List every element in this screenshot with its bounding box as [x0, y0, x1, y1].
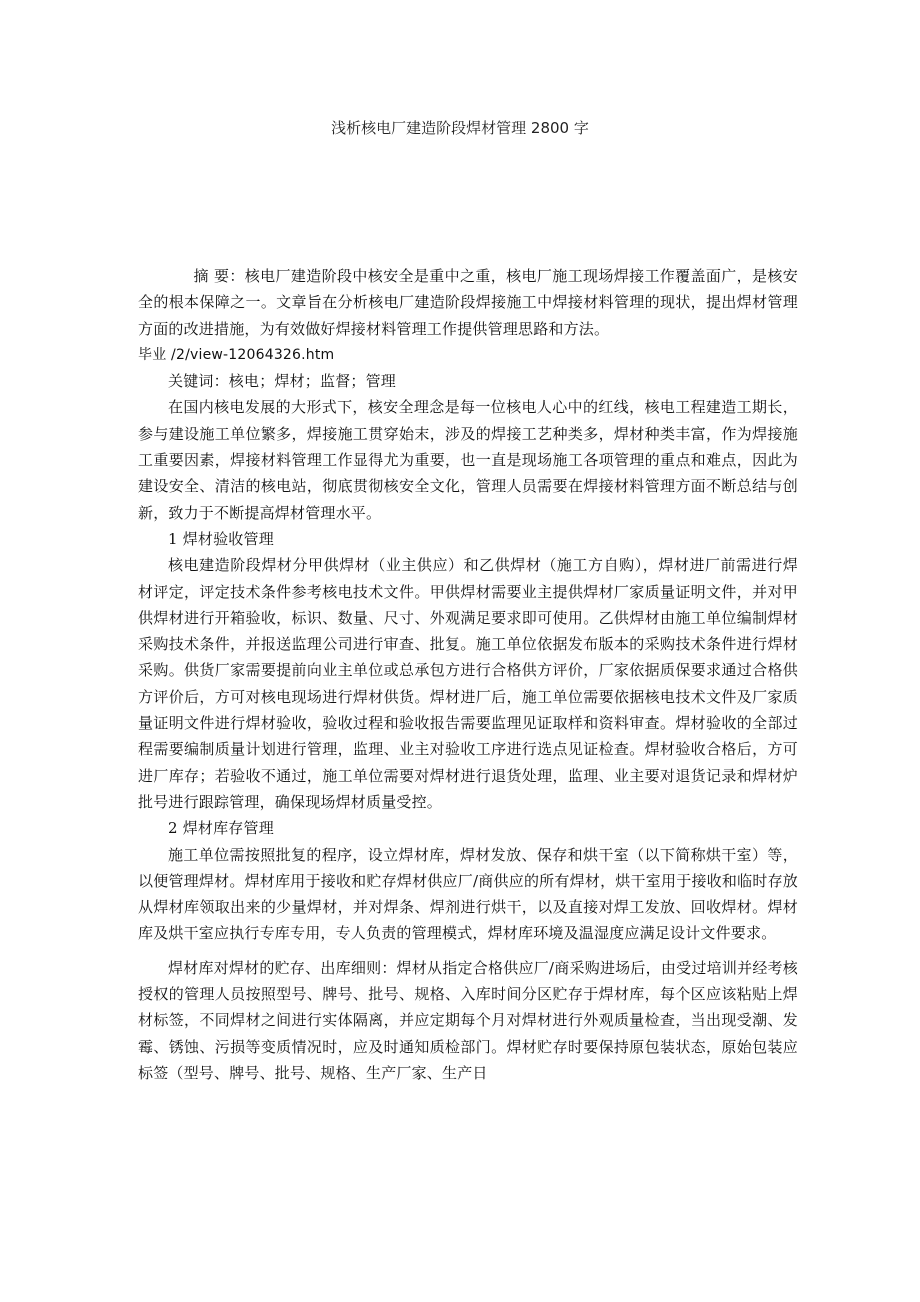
url-line: 毕业 /2/view-12064326.htm	[138, 346, 335, 363]
document-body	[138, 263, 798, 1086]
section2-paragraph-1: 施工单位需按照批复的程序，设立焊材库，焊材发放、保存和烘干室（以下简称烘干室）等，以便管理焊材。焊材库用于接收和贮存焊材供应厂/商供应的所有焊材，烘干室用于接收和临时存放从焊材库领取出来的少量焊材，并对焊条、焊剂进行烘干，以及直接对焊工发放、回收焊材。焊材库及烘干室应执行专库专用，专人负责的管理模式，焊材库环境及温湿度应满足设计文件要求。	[138, 845, 798, 943]
section1-heading: 1 焊材验收管理	[168, 529, 274, 548]
section2-heading: 2 焊材库存管理	[168, 819, 274, 838]
abstract-paragraph: 摘 要：核电厂建造阶段中核安全是重中之重，核电厂施工现场焊接工作覆盖面广，是核安全的根本保障之一。文章旨在分析核电厂建造阶段焊接施工中焊接材料管理的现状，提出焊材管理方面的改进措施，为有效做好焊接材料管理工作提供管理思路和方法。	[138, 267, 798, 338]
section1-paragraph: 核电建造阶段焊材分甲供焊材（业主供应）和乙供焊材（施工方自购），焊材进厂前需进行焊材评定，评定技术条件参考核电技术文件。甲供焊材需要业主提供焊材厂家质量证明文件，并对甲供焊材进行开箱验收，标识、数量、尺寸、外观满足要求即可使用。乙供焊材由施工单位编制焊材采购技术条件，并报送监理公司进行审查、批复。施工单位依据发布版本的采购技术条件进行焊材采购。供货厂家需要提前向业主单位或总承包方进行合格供方评价，厂家依据质保要求通过合格供方评价后，方可对核电现场进行焊材供货。焊材进厂后，施工单位需要依据核电技术文件及厂家质量证明文件进行焊材验收，验收过程和验收报告需要监理见证取样和资料审查。焊材验收的全部过程需要编制质量计划进行管理，监理、业主对验收工序进行选点见证检查。焊材验收合格后，方可进厂库存；若验收不通过，施工单位需要对焊材进行退货处理，监理、业主要对退货记录和焊材炉批号进行跟踪管理，确保现场焊材质量受控。	[138, 556, 798, 811]
document-title: 浅析核电厂建造阶段焊材管理 2800 字	[331, 119, 589, 137]
keywords-line: 关键词：核电；焊材；监督；管理	[168, 372, 397, 391]
paragraph-gap	[138, 947, 798, 955]
intro-paragraph: 在国内核电发展的大形式下，核安全理念是每一位核电人心中的红线，核电工程建造工期长，参与建设施工单位繁多，焊接施工贯穿始末，涉及的焊接工艺种类多，焊材种类丰富，作为焊接施工重要因素，焊接材料管理工作显得尤为重要，也一直是现场施工各项管理的重点和难点，因此为建设安全、清洁的核电站，彻底贯彻核安全文化，管理人员需要在焊接材料管理方面不断总结与创新，致力于不断提高焊材管理水平。	[138, 398, 798, 522]
section2-paragraph-2: 焊材库对焊材的贮存、出库细则：焊材从指定合格供应厂/商采购进场后，由受过培训并经考核授权的管理人员按照型号、牌号、批号、规格、入库时间分区贮存于焊材库，每个区应该粘贴上焊材标签，不同焊材之间进行实体隔离，并应定期每个月对焊材进行外观质量检查，当出现受潮、发霉、锈蚀、污损等变质情况时，应及时通知质检部门。焊材贮存时要保持原包装状态，原始包装应标签（型号、牌号、批号、规格、生产厂家、生产日	[138, 958, 798, 1082]
